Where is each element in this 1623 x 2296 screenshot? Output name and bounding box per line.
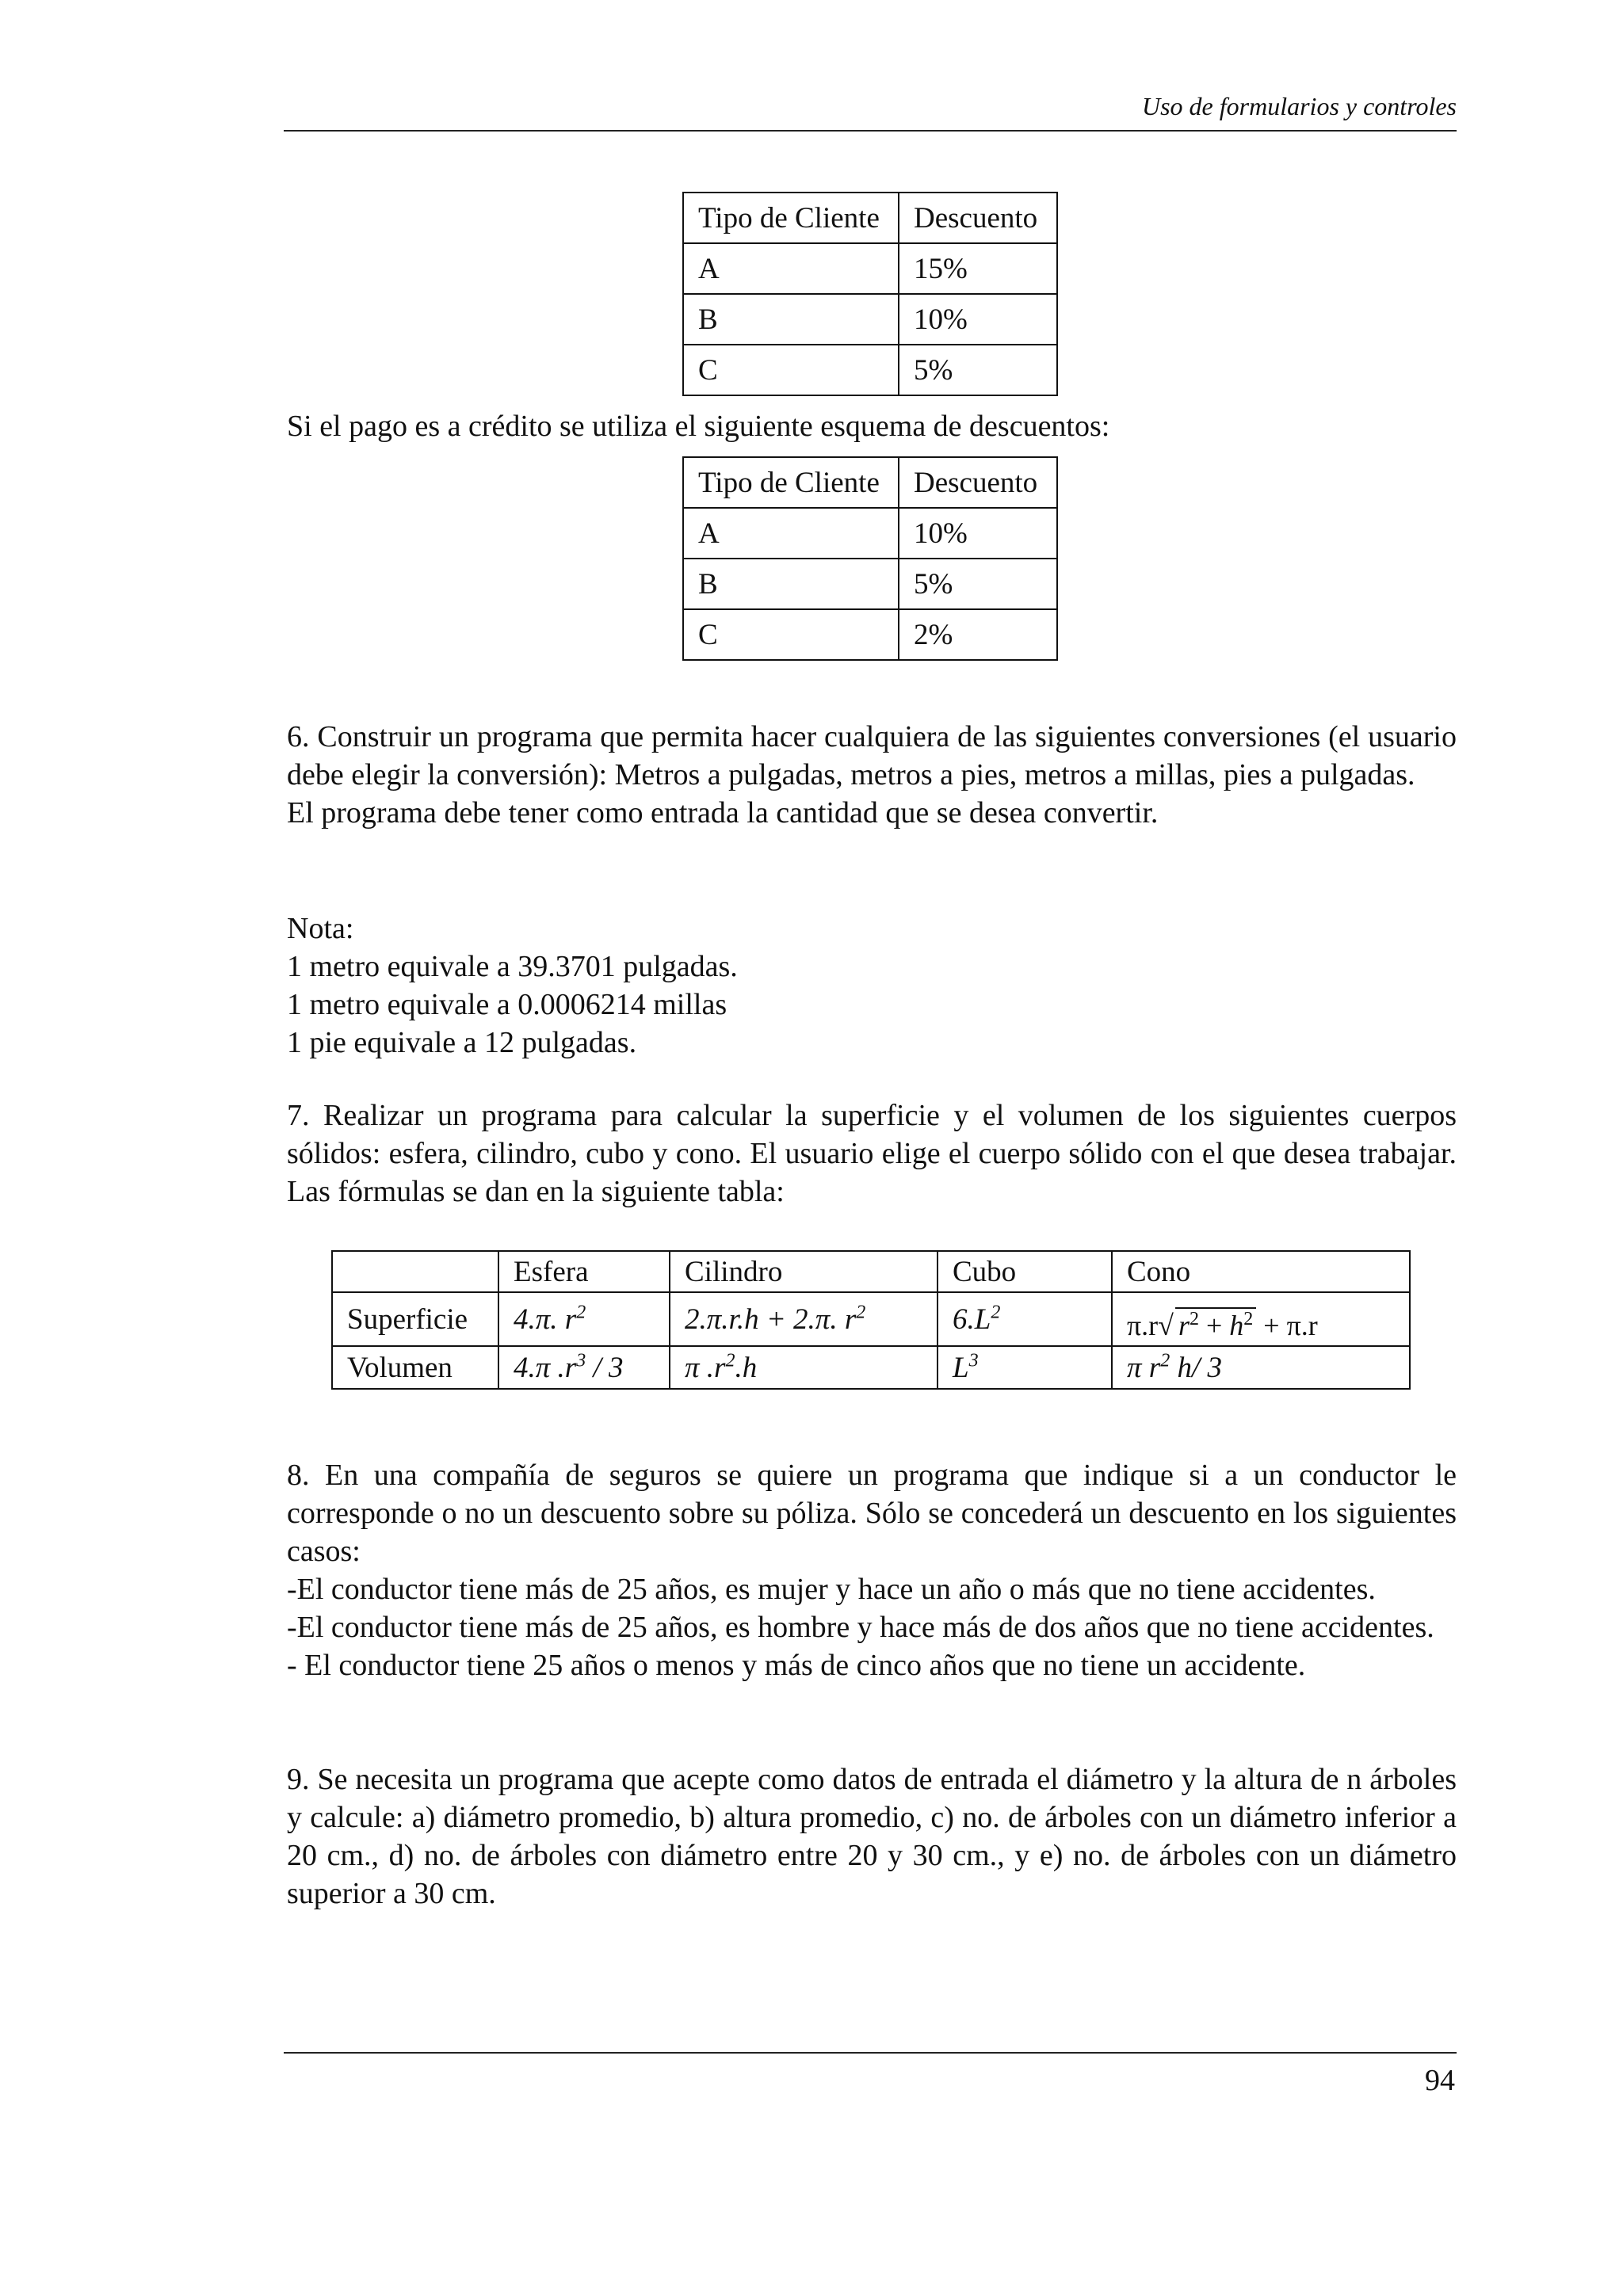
table-cell: A bbox=[683, 508, 899, 559]
exercise-8-case: -El conductor tiene más de 25 años, es mujer y hace un año o más que no tiene accidentes. bbox=[287, 1573, 1376, 1606]
table-header-row bbox=[332, 1251, 1410, 1292]
row-label: Superficie bbox=[332, 1292, 498, 1346]
table-header-cell bbox=[332, 1251, 498, 1292]
formula-exponent: 2 bbox=[576, 1302, 586, 1323]
formula-part: 4.π .r bbox=[514, 1351, 577, 1384]
note-title: Nota: bbox=[287, 912, 354, 945]
formula-part: π.r bbox=[1127, 1309, 1159, 1341]
formula-exponent: 2 bbox=[1189, 1308, 1199, 1329]
exercise-8-case: - El conductor tiene 25 años o menos y más de cinco años que no tiene un accidente. bbox=[287, 1649, 1306, 1682]
formula-table bbox=[331, 1250, 1411, 1390]
formula-part: π r bbox=[1127, 1351, 1161, 1384]
table-row-superficie bbox=[332, 1292, 1410, 1346]
table-header-cell: Tipo de Cliente bbox=[683, 193, 899, 243]
formula-exponent: 2 bbox=[1160, 1350, 1170, 1371]
exercise-9 bbox=[287, 1760, 1457, 1913]
discount-table-cash bbox=[682, 192, 1058, 396]
formula-exponent: 2 bbox=[856, 1302, 866, 1323]
table-cell: B bbox=[683, 559, 899, 609]
row-label: Volumen bbox=[332, 1346, 498, 1389]
formula-cell bbox=[670, 1292, 938, 1346]
table-header-cell: Descuento bbox=[899, 457, 1057, 508]
table-header-cell: Cono bbox=[1112, 1251, 1410, 1292]
formula-cell bbox=[938, 1292, 1112, 1346]
table-header-cell: Descuento bbox=[899, 193, 1057, 243]
formula-part: h/ 3 bbox=[1170, 1351, 1222, 1384]
formula-exponent: 2 bbox=[1243, 1308, 1254, 1329]
formula-part: + bbox=[1198, 1309, 1230, 1341]
exercise-9-text: 9. Se necesita un programa que acepte como datos de entrada el diámetro y la altura de n árboles y calcule: a) diámetro promedio, b) altura promedio, c) no. de árboles con un diámetro inferior a 20 cm., d) no. de árboles con diámetro entre 20 y 30 cm., y e) no. de árboles con un diámetro superior a 30 cm. bbox=[287, 1763, 1457, 1910]
table-cell: 15% bbox=[899, 243, 1057, 294]
table-row bbox=[683, 609, 1057, 660]
table-cell: 2% bbox=[899, 609, 1057, 660]
table-cell: A bbox=[683, 243, 899, 294]
table-row bbox=[683, 294, 1057, 345]
exercise-8-case: -El conductor tiene más de 25 años, es hombre y hace más de dos años que no tiene accidentes. bbox=[287, 1611, 1434, 1644]
formula-cell bbox=[1112, 1346, 1410, 1389]
formula-base: 4.π. r bbox=[514, 1302, 577, 1336]
exercise-8-text: 8. En una compañía de seguros se quiere un programa que indique si a un conductor le corresponde o no un descuento sobre su póliza. Sólo se concederá un descuento en los siguientes casos: bbox=[287, 1459, 1457, 1568]
table-header-cell: Tipo de Cliente bbox=[683, 457, 899, 508]
formula-exponent: 3 bbox=[576, 1350, 586, 1371]
formula-cell bbox=[670, 1346, 938, 1389]
table-header-row bbox=[683, 193, 1057, 243]
table-header-cell: Esfera bbox=[498, 1251, 670, 1292]
header-rule bbox=[284, 130, 1457, 132]
table-cell: 5% bbox=[899, 345, 1057, 395]
formula-part: + π.r bbox=[1256, 1309, 1318, 1341]
cone-surface-formula bbox=[1127, 1296, 1318, 1342]
formula-exponent: 2 bbox=[725, 1350, 735, 1371]
credit-intro-text: Si el pago es a crédito se utiliza el siguiente esquema de descuentos: bbox=[287, 410, 1110, 443]
page-header-title: Uso de formularios y controles bbox=[1141, 92, 1457, 120]
formula-part: h bbox=[1229, 1309, 1244, 1341]
exercise-7-text: 7. Realizar un programa para calcular la superficie y el volumen de los siguientes cuerpos sólidos: esfera, cilindro, cubo y cono. El usuario elige el cuerpo sólido con el que desea trabajar. Las fórmulas se dan en la siguiente tabla: bbox=[287, 1099, 1457, 1208]
exercise-7 bbox=[287, 1097, 1457, 1211]
page-number: 94 bbox=[1425, 2064, 1455, 2097]
table-cell: C bbox=[683, 609, 899, 660]
table-header-cell: Cilindro bbox=[670, 1251, 938, 1292]
formula-cell bbox=[498, 1292, 670, 1346]
formula-exponent: 3 bbox=[968, 1350, 979, 1371]
table-cell: 10% bbox=[899, 508, 1057, 559]
formula-base: 2.π.r.h + 2.π. r bbox=[685, 1302, 857, 1336]
note-block bbox=[287, 910, 1457, 1062]
sqrt-radicand bbox=[1175, 1307, 1256, 1342]
note-line: 1 metro equivale a 39.3701 pulgadas. bbox=[287, 950, 738, 983]
note-line: 1 pie equivale a 12 pulgadas. bbox=[287, 1026, 637, 1059]
formula-part: r bbox=[1178, 1309, 1190, 1341]
table-cell: 10% bbox=[899, 294, 1057, 345]
table-row bbox=[683, 243, 1057, 294]
sqrt-sign: √ bbox=[1158, 1309, 1174, 1341]
table-row-volumen bbox=[332, 1346, 1410, 1389]
formula-base: 6.L bbox=[953, 1302, 991, 1336]
exercise-6 bbox=[287, 718, 1457, 832]
formula-exponent: 2 bbox=[991, 1302, 1001, 1323]
formula-part: π .r bbox=[685, 1351, 726, 1384]
exercise-6-input-note: El programa debe tener como entrada la cantidad que se desea convertir. bbox=[287, 796, 1159, 830]
formula-part: .h bbox=[735, 1351, 758, 1384]
note-line: 1 metro equivale a 0.0006214 millas bbox=[287, 988, 727, 1021]
table-cell: 5% bbox=[899, 559, 1057, 609]
table-header-row bbox=[683, 457, 1057, 508]
table-row bbox=[683, 559, 1057, 609]
formula-cell bbox=[1112, 1292, 1410, 1346]
footer-rule bbox=[284, 2052, 1457, 2054]
table-row bbox=[683, 508, 1057, 559]
formula-part: L bbox=[953, 1351, 969, 1384]
discount-table-credit bbox=[682, 456, 1058, 661]
table-header-cell: Cubo bbox=[938, 1251, 1112, 1292]
formula-part: / 3 bbox=[586, 1351, 624, 1384]
formula-cell bbox=[938, 1346, 1112, 1389]
exercise-8 bbox=[287, 1456, 1457, 1684]
table-cell: B bbox=[683, 294, 899, 345]
table-cell: C bbox=[683, 345, 899, 395]
exercise-6-text: 6. Construir un programa que permita hacer cualquiera de las siguientes conversiones (el usuario debe elegir la conversión): Metros a pulgadas, metros a pies, metros a millas, pies a pulgadas. bbox=[287, 720, 1457, 791]
formula-cell bbox=[498, 1346, 670, 1389]
table-row bbox=[683, 345, 1057, 395]
